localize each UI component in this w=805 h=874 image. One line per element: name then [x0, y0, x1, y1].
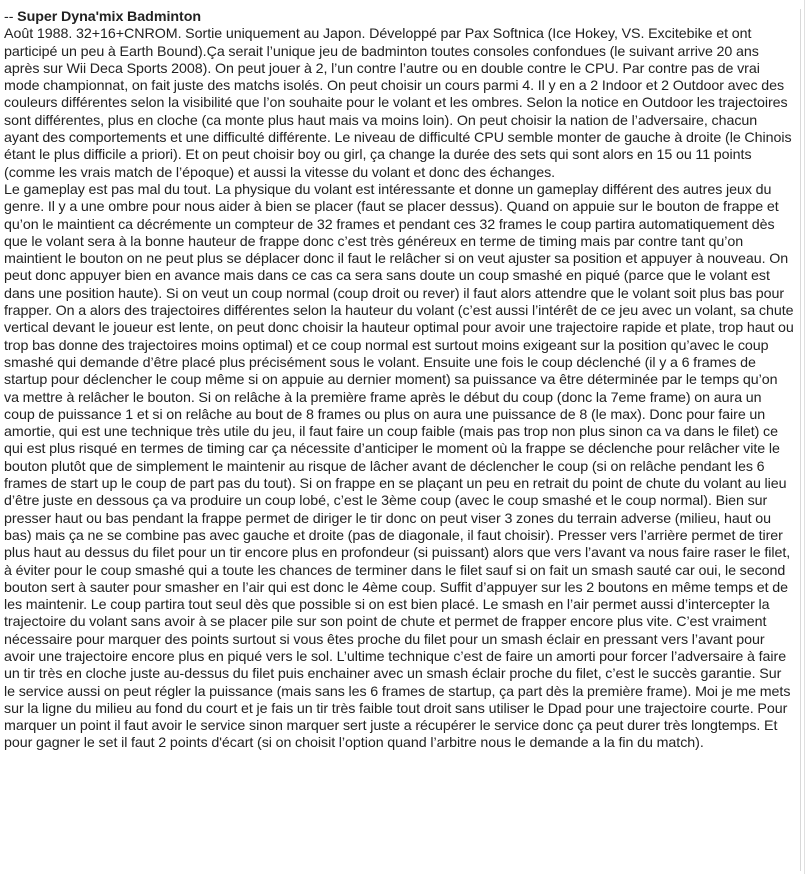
game-review-post [4, 9, 801, 871]
game-title: Super Dyna'mix Badminton [17, 9, 202, 25]
title-prefix: -- [4, 9, 18, 25]
intro-paragraph: Août 1988. 32+16+CNROM. Sortie uniquement au Japon. Développé par Pax Softnica (Ice Hokey, VS. Excitebike et ont participé un peu à Earth Bound).Ça serait l’unique jeu de badminton toutes consoles confondues (le suivant arrive 20 ans après sur Wii Deca Sports 2008). On peut jouer à 2, l’un contre l’autre ou en double contre le CPU. Par contre pas de vrai mode championnat, on fait juste des matchs isolés. On peut choisir un cours parmi 4. Il y en a 2 Indoor et 2 Outdoor avec des couleurs différentes selon la visibilité que l’on souhaite pour le volant et les ombres. Selon la notice en Outdoor les trajectoires sont différentes, plus en cloche (ca monte plus haut mais va moins loin). On peut choisir la nation de l’adversaire, chacun ayant des comportements et une difficulté différente. Le niveau de difficulté CPU semble monter de gauche à droite (le Chinois étant le plus difficile a priori). Et on peut choisir boy ou girl, ça change la durée des sets qui sont alors en 15 ou 11 points (comme les vrais match de l’époque) et aussi la vitesse du volant et donc des échanges. [4, 26, 792, 181]
gameplay-paragraph: Le gameplay est pas mal du tout. La physique du volant est intéressante et donne un gameplay différent des autres jeux du genre. Il y a une ombre pour nous aider à bien se placer (faut se placer dessus). Quand on appuie sur le bouton de frappe et qu’on le maintient ca décrémente un compteur de 32 frames et pendant ces 32 frames le coup partira automatiquement dès que le volant sera à la bonne hauteur de frappe donc c’est très généreux en terme de timing mais par contre tant qu’on maintient le bouton on ne peut plus se déplacer donc il faut le relâcher si on veut ajuster sa position et appuyer à nouveau. On peut donc appuyer bien en avance mais dans ce cas ca sera sans doute un coup smashé en piqué (parce que le volant est dans une position haute). Si on veut un coup normal (coup droit ou rever) il faut alors attendre que le volant soit plus bas pour frapper. On a alors des trajectoires différentes selon la hauteur du volant (c’est aussi l’intérêt de ce jeu avec un volant, sa chute vertical devant le joueur est lente, on peut donc choisir la hauteur optimal pour avoir une trajectoire rapide et plate, trop haut ou trop bas donne des trajectoires moins optimal) et ce coup normal est surtout moins exigeant sur la position qu’avec le coup smashé qui demande d’être placé plus précisément sous le volant. Ensuite une fois le coup déclenché (il y a 6 frames de startup pour déclencher le coup même si on appuie au dernier moment) sa puissance va être déterminée par le temps qu’on va mettre à relâcher le bouton. Si on relâche à la première frame après le début du coup (donc la 7eme frame) on aura un coup de puissance 1 et si on relâche au bout de 8 frames ou plus on aura une puissance de 8 (le max). Donc pour faire un amortie, qui est une technique très utile du jeu, il faut faire un coup faible (mais pas trop non plus sinon ca va dans le filet) ce qui est plus risqué en termes de timing car ça nécessite d’anticiper le moment où la frappe se déclenche pour relâcher vite le bouton plutôt que de simplement le maintenir au risque de lâcher avant de déclencher le coup (si on relâche pendant les 6 frames de start up le coup de part pas du tout). Si on frappe en se plaçant un peu en retrait du point de chute du volant au lieu d’être juste en dessous ça va produire un coup lobé, c’est le 3ème coup (avec le coup smashé et le coup normal). Bien sur presser haut ou bas pendant la frappe permet de diriger le tir donc on peut viser 3 zones du terrain adverse (milieu, haut ou bas) mais ça ne se combine pas avec gauche et droite (pas de diagonale, il faut choisir). Presser vers l’arrière permet de tirer plus haut au dessus du filet pour un tir encore plus en profondeur (si puissant) alors que vers l’avant va nous faire raser le filet, à éviter pour le coup smashé qui a toute les chances de terminer dans le filet sauf si on fait un smash sauté car oui, le second bouton sert à sauter pour smasher en l’air qui est donc le 4ème coup. Suffit d’appuyer sur les 2 boutons en même temps et de les maintenir. Le coup partira tout seul dès que possible si on est bien placé. Le smash en l’air permet aussi d’intercepter la trajectoire du volant sans avoir à se placer pile sur son point de chute et permet de frapper encore plus vite. C’est vraiment nécessaire pour marquer des points surtout si vous êtes proche du filet pour un smash éclair en pressant vers l’avant pour avoir une trajectoire encore plus en piqué vers le sol. L’ultime technique c’est de faire un amorti pour forcer l’adversaire à faire un tir très en cloche juste au-dessus du filet puis enchainer avec un smash éclair proche du filet, c’est le succès garantie. Sur le service aussi on peut régler la puissance (mais sans les 6 frames de startup, ça part dès la première frame). Moi je me mets sur la ligne du milieu au fond du court et je fais un tir très faible tout droit sans utiliser le Dpad pour une trajectoire courte. Pour marquer un point il faut avoir le service sinon marquer sert juste a récupérer le service donc ça peut durer très longtemps. Et pour gagner le set il faut 2 points d'écart (si on choisit l’option quand l’arbitre nous le demande a la fin du match). [4, 181, 794, 752]
post-title-line [4, 9, 794, 26]
